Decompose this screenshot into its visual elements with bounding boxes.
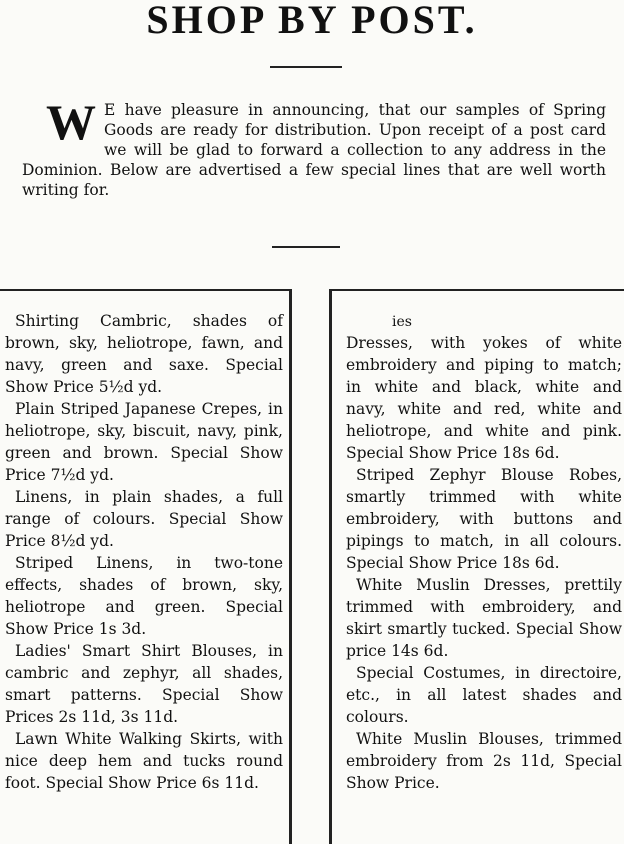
product-item-muslin-blouses: White Muslin Blouses, trimmed embroidery from 2s 11d, Special Show Price. [346,730,622,792]
column-divider-right [329,289,332,844]
product-item-blouse-robes: Striped Zephyr Blouse Robes, smartly trimmed with white embroidery, with buttons and pipings to match, in all colours. Special Show Price 18s 6d. [346,466,622,572]
product-item-walking-skirts: Lawn White Walking Skirts, with nice deep hem and tucks round foot. Special Show Price 6s 11d. [5,730,283,792]
right-column [346,312,622,794]
intro-paragraph [22,94,606,200]
title-divider [270,66,342,68]
product-item-striped-linens: Striped Linens, in two-tone effects, shades of brown, sky, heliotrope and green. Special Show Price 1s 3d. [5,554,283,638]
product-item-special-costumes: Special Costumes, in directoire, etc., in all latest shades and colours. [346,664,622,726]
drop-cap: W [46,94,96,150]
product-item-shirting-cambric: Shirting Cambric, shades of brown, sky, heliotrope, fawn, and navy, green and saxe. Special Show Price 5½d yd. [5,312,283,396]
page-title: SHOP BY POST. [146,0,478,42]
product-item-dresses: Dresses, with yokes of white embroidery and piping to match; in white and black, white and navy, white and red, white and heliotrope, and white and pink. Special Show Price 18s 6d. [346,334,622,462]
intro-text: E have pleasure in announcing, that our samples of Spring Goods are ready for distribution. Upon receipt of a post card we will be glad to forward a collection to any address in the Dominion. Below are advertised a few special lines that are well worth writing for. [22,101,606,199]
continued-fragment: ies [392,314,412,330]
product-item-shirt-blouses: Ladies' Smart Shirt Blouses, in cambric and zephyr, all shades, smart patterns. Special Show Prices 2s 11d, 3s 11d. [5,642,283,726]
intro-divider [272,246,340,248]
left-column-top-rule [0,289,290,291]
product-item-linens: Linens, in plain shades, a full range of colours. Special Show Price 8½d yd. [5,488,283,550]
product-item-japanese-crepes: Plain Striped Japanese Crepes, in heliotrope, sky, biscuit, navy, pink, green and brown. Special Show Price 7½d yd. [5,400,283,484]
product-item-muslin-dresses: White Muslin Dresses, prettily trimmed with embroidery, and skirt smartly tucked. Special Show price 14s 6d. [346,576,622,660]
left-column [5,310,283,794]
column-divider-left [289,289,292,844]
right-column-top-rule [330,289,624,291]
